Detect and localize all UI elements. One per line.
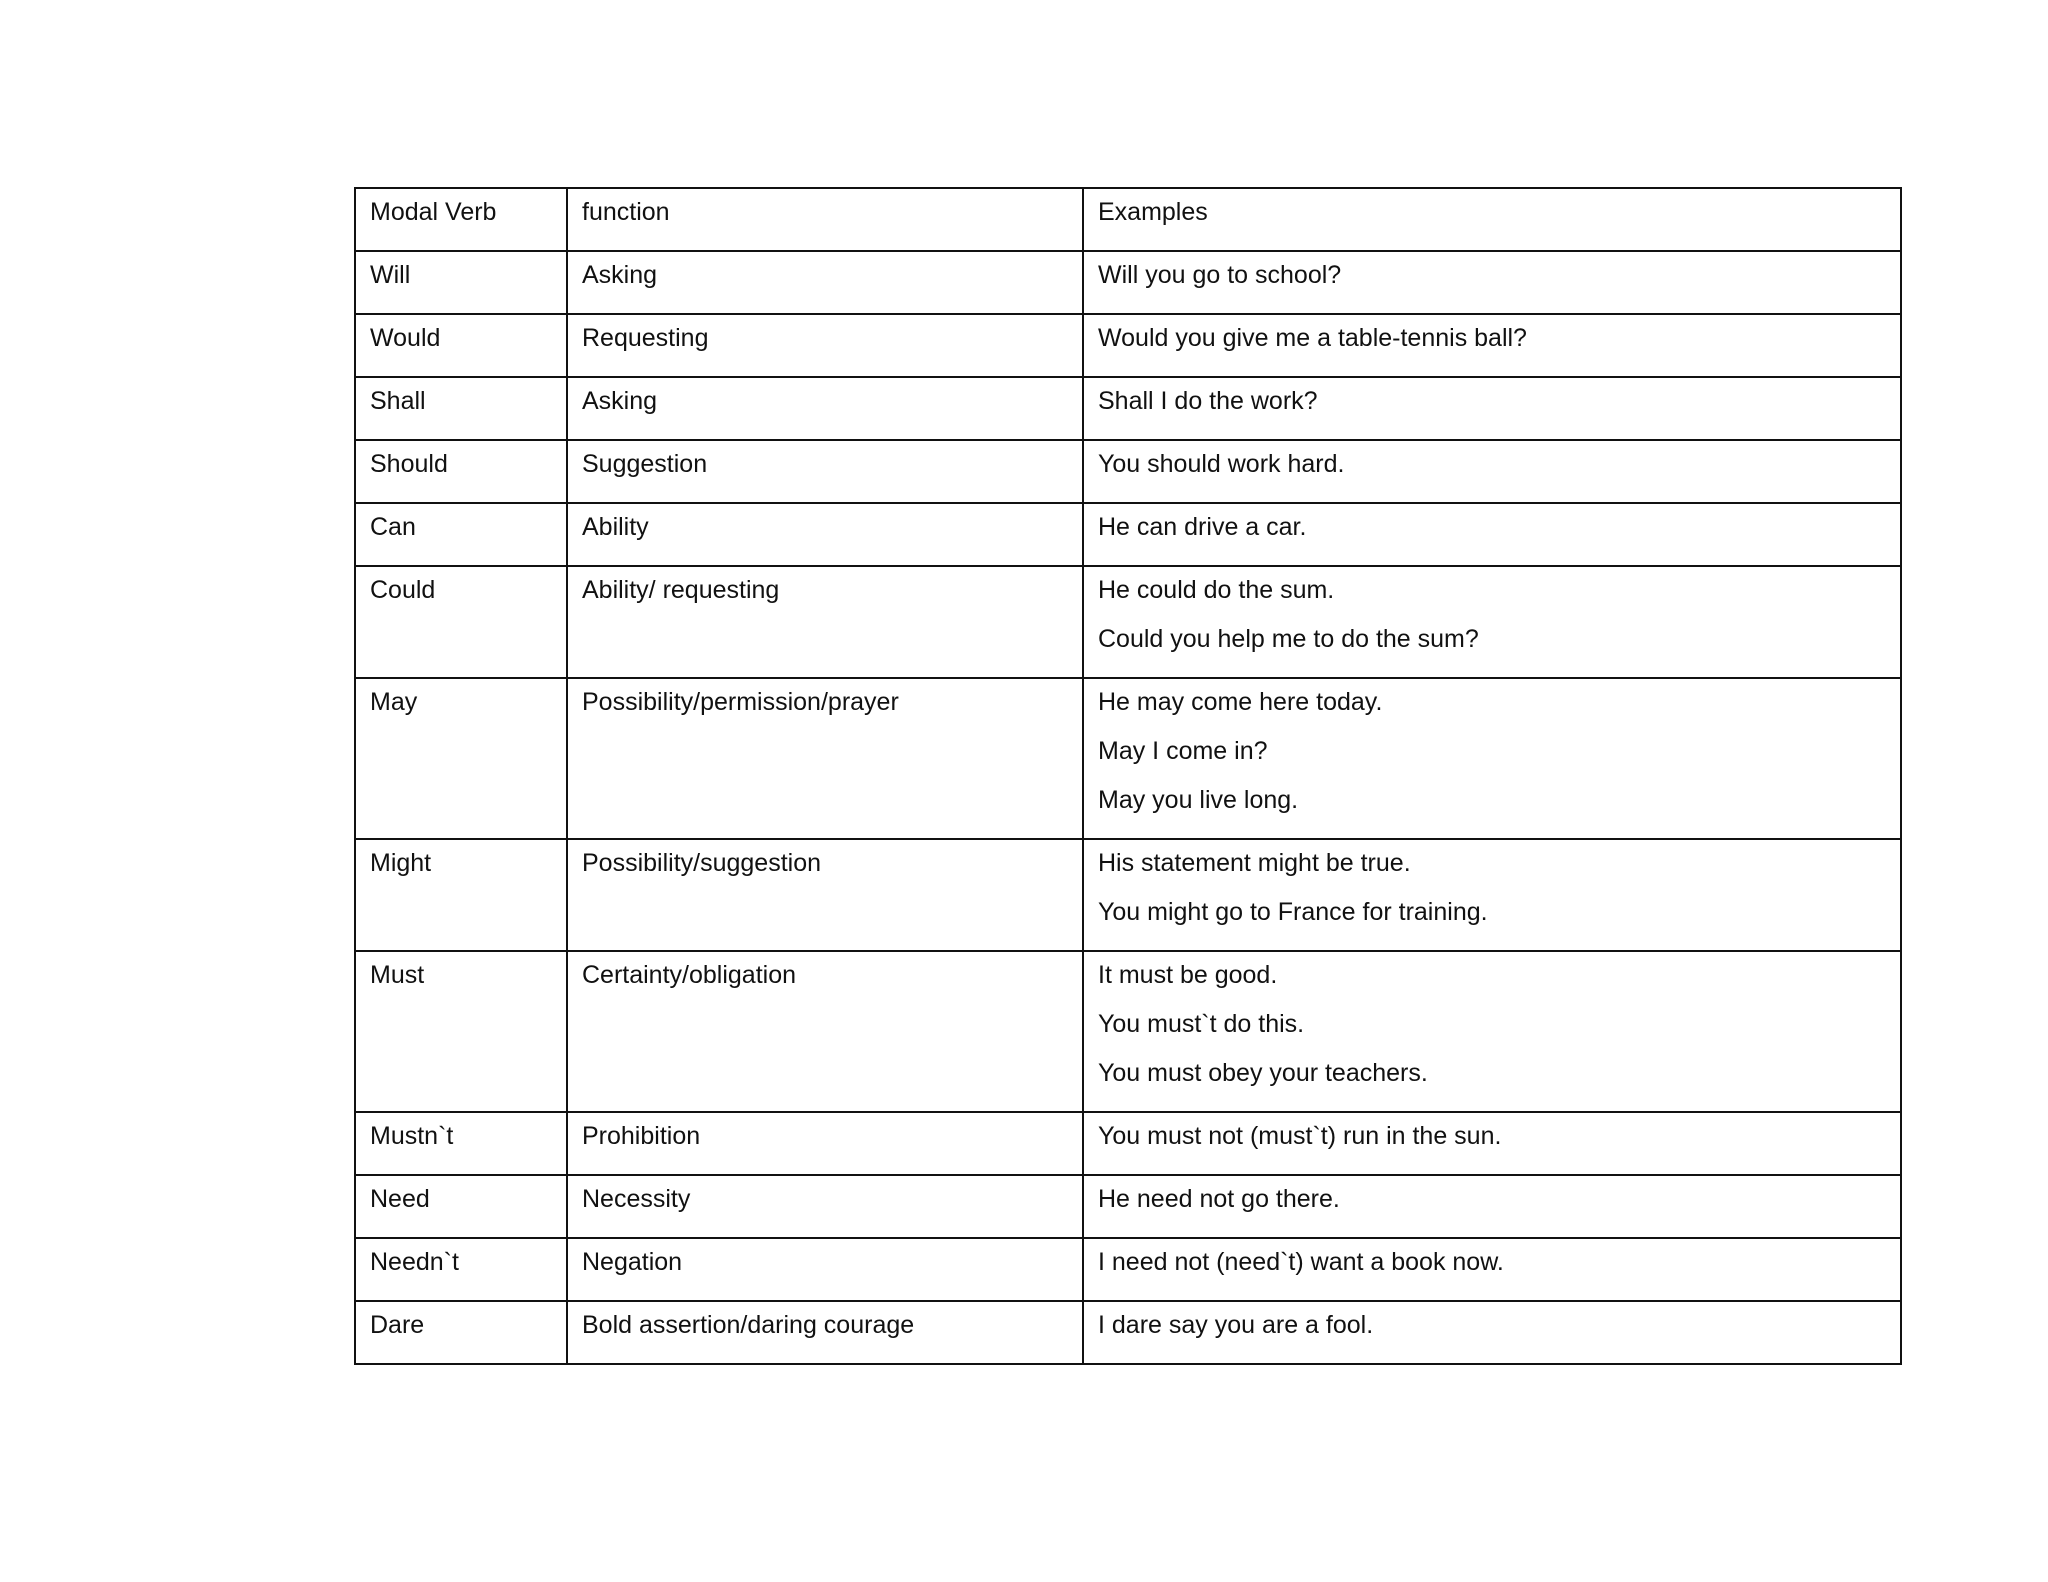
example-sentence: May you live long.: [1098, 786, 1299, 814]
modal-verb-text: Needn`t: [370, 1248, 459, 1276]
modal-verb-cell: [355, 951, 567, 1112]
modal-verb-text: Shall: [370, 387, 426, 415]
function-text: Ability: [582, 513, 649, 541]
function-text: Asking: [582, 261, 658, 289]
example-sentence: Will you go to school?: [1098, 261, 1342, 289]
table-row: [355, 503, 1901, 566]
modal-verb-cell: [355, 678, 567, 839]
function-cell: [567, 839, 1083, 951]
modal-verb-text: Can: [370, 513, 416, 541]
examples-cell: [1083, 566, 1901, 678]
table-row: [355, 314, 1901, 377]
modal-verb-text: Dare: [370, 1311, 425, 1339]
function-cell: [567, 440, 1083, 503]
modal-verb-cell: [355, 1175, 567, 1238]
function-cell: [567, 314, 1083, 377]
header-examples-text: Examples: [1098, 198, 1208, 226]
modal-verb-cell: [355, 839, 567, 951]
example-sentence: I dare say you are a fool.: [1098, 1311, 1374, 1339]
modal-verb-cell: [355, 1238, 567, 1301]
example-sentence: He could do the sum.: [1098, 576, 1335, 604]
function-text: Possibility/suggestion: [582, 849, 822, 877]
examples-cell: [1083, 1301, 1901, 1364]
table-row: [355, 1238, 1901, 1301]
example-sentence: Could you help me to do the sum?: [1098, 625, 1479, 653]
function-cell: [567, 678, 1083, 839]
function-cell: [567, 251, 1083, 314]
modal-verb-cell: [355, 566, 567, 678]
table-body: [355, 188, 1901, 1364]
example-sentence: I need not (need`t) want a book now.: [1098, 1248, 1504, 1276]
modal-verb-cell: [355, 1301, 567, 1364]
function-text: Prohibition: [582, 1122, 701, 1150]
example-sentence: He can drive a car.: [1098, 513, 1307, 541]
example-sentence: He need not go there.: [1098, 1185, 1340, 1213]
table-row: [355, 377, 1901, 440]
header-cell-modal-verb: [355, 188, 567, 251]
header-modal-verb-text: Modal Verb: [370, 198, 497, 226]
table-row: [355, 251, 1901, 314]
examples-cell: [1083, 839, 1901, 951]
function-cell: [567, 503, 1083, 566]
examples-cell: [1083, 440, 1901, 503]
examples-cell: [1083, 1112, 1901, 1175]
function-text: Possibility/permission/prayer: [582, 688, 899, 716]
header-cell-examples: [1083, 188, 1901, 251]
function-cell: [567, 1238, 1083, 1301]
function-text: Certainty/obligation: [582, 961, 797, 989]
examples-cell: [1083, 1238, 1901, 1301]
modal-verb-cell: [355, 440, 567, 503]
function-text: Negation: [582, 1248, 683, 1276]
example-sentence: You must not (must`t) run in the sun.: [1098, 1122, 1502, 1150]
function-text: Necessity: [582, 1185, 691, 1213]
modal-verb-text: Should: [370, 450, 448, 478]
example-sentence: Would you give me a table-tennis ball?: [1098, 324, 1527, 352]
modal-verb-text: Mustn`t: [370, 1122, 454, 1150]
function-text: Bold assertion/daring courage: [582, 1311, 915, 1339]
example-sentence: Shall I do the work?: [1098, 387, 1318, 415]
modal-verb-text: Might: [370, 849, 432, 877]
example-sentence: You might go to France for training.: [1098, 898, 1488, 926]
table-row: [355, 678, 1901, 839]
table-row: [355, 1175, 1901, 1238]
table-row: [355, 566, 1901, 678]
function-cell: [567, 566, 1083, 678]
examples-cell: [1083, 678, 1901, 839]
table-header-row: [355, 188, 1901, 251]
table-row: [355, 1301, 1901, 1364]
modal-verb-text: Could: [370, 576, 436, 604]
modal-verb-cell: [355, 503, 567, 566]
table-row: [355, 951, 1901, 1112]
examples-cell: [1083, 503, 1901, 566]
example-sentence: You should work hard.: [1098, 450, 1345, 478]
example-sentence: He may come here today.: [1098, 688, 1383, 716]
examples-cell: [1083, 251, 1901, 314]
modal-verbs-table: [354, 187, 1902, 1365]
modal-verb-text: Need: [370, 1185, 430, 1213]
examples-cell: [1083, 314, 1901, 377]
function-cell: [567, 1301, 1083, 1364]
function-text: Ability/ requesting: [582, 576, 780, 604]
table-row: [355, 1112, 1901, 1175]
table-row: [355, 440, 1901, 503]
function-text: Asking: [582, 387, 658, 415]
modal-verb-cell: [355, 1112, 567, 1175]
examples-cell: [1083, 951, 1901, 1112]
table-row: [355, 839, 1901, 951]
function-text: Suggestion: [582, 450, 708, 478]
function-cell: [567, 1175, 1083, 1238]
example-sentence: May I come in?: [1098, 737, 1268, 765]
examples-cell: [1083, 377, 1901, 440]
header-function-text: function: [582, 198, 670, 226]
modal-verb-cell: [355, 314, 567, 377]
modal-verb-text: May: [370, 688, 418, 716]
example-sentence: You must`t do this.: [1098, 1010, 1305, 1038]
function-cell: [567, 1112, 1083, 1175]
modal-verb-cell: [355, 251, 567, 314]
example-sentence: It must be good.: [1098, 961, 1278, 989]
example-sentence: You must obey your teachers.: [1098, 1059, 1428, 1087]
function-text: Requesting: [582, 324, 709, 352]
examples-cell: [1083, 1175, 1901, 1238]
function-cell: [567, 951, 1083, 1112]
modal-verb-text: Would: [370, 324, 441, 352]
modal-verb-text: Will: [370, 261, 411, 289]
modal-verb-text: Must: [370, 961, 425, 989]
modal-verb-cell: [355, 377, 567, 440]
example-sentence: His statement might be true.: [1098, 849, 1411, 877]
header-cell-function: [567, 188, 1083, 251]
function-cell: [567, 377, 1083, 440]
